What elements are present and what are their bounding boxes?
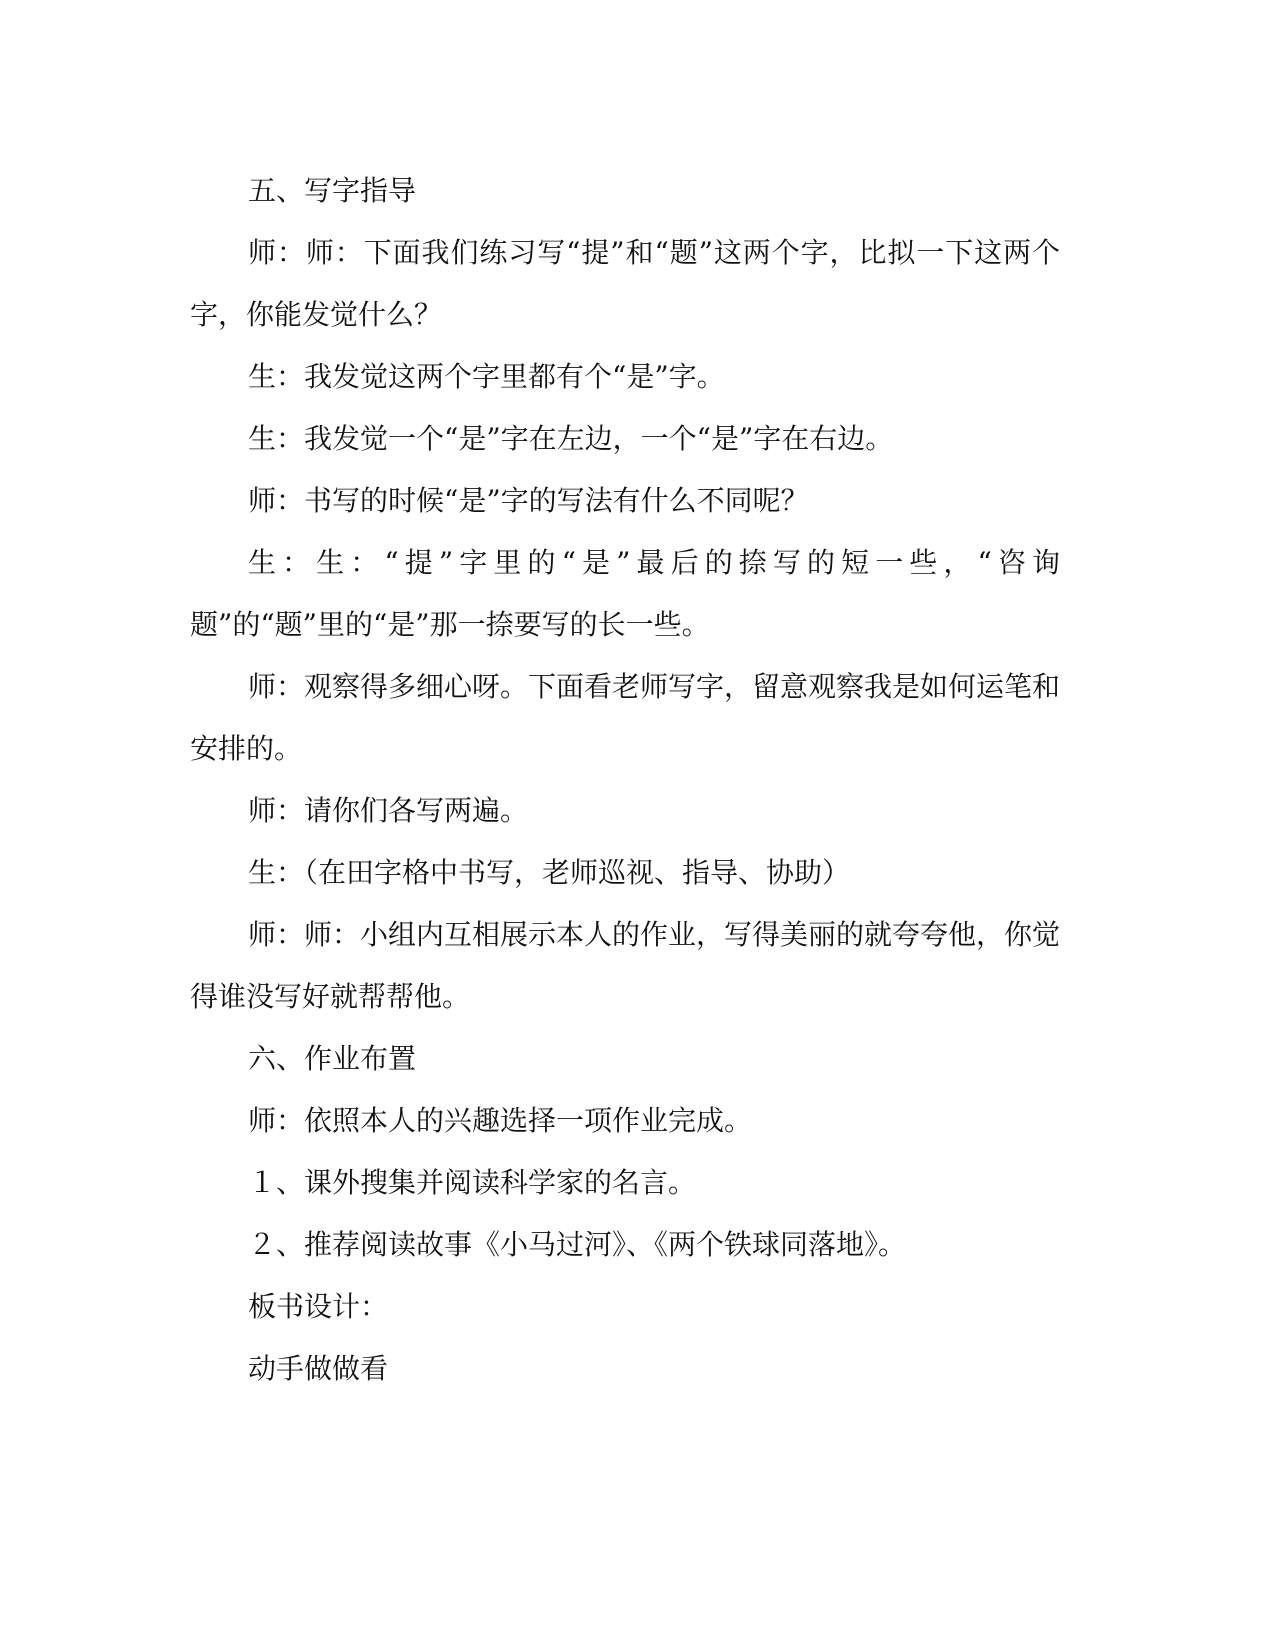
homework-item-1: １、课外搜集并阅读科学家的名言。 [248,1166,697,1199]
dialogue-paragraph: 师：请你们各写两遍。 [248,794,529,827]
board-design-title: 动手做做看 [248,1352,389,1385]
dialogue-paragraph: 生：生：“提”字里的“是”最后的捺写的短一些，“咨询题”的“题”里的“是”那一捺要写的长一些。 [190,546,1060,641]
homework-item-2: ２、推荐阅读故事《小马过河》、《两个铁球同落地》。 [248,1228,907,1261]
section-heading-homework: 六、作业布置 [248,1042,417,1075]
board-design-label: 板书设计： [248,1290,389,1323]
dialogue-paragraph: 师：师：下面我们练习写“提”和“题”这两个字，比拟一下这两个字，你能发觉什么？ [190,236,1060,331]
dialogue-paragraph: 生：（在田字格中书写，老师巡视、指导、协助） [248,856,851,889]
section-heading-writing-guidance: 五、写字指导 [248,174,417,207]
document-body [190,160,1060,1400]
dialogue-paragraph: 师：书写的时候“是”字的写法有什么不同呢？ [248,484,809,517]
dialogue-paragraph: 师：观察得多细心呀。下面看老师写字，留意观察我是如何运笔和安排的。 [190,670,1061,765]
dialogue-paragraph: 师：师：小组内互相展示本人的作业，写得美丽的就夸夸他，你觉得谁没写好就帮帮他。 [190,918,1061,1013]
dialogue-paragraph: 生：我发觉这两个字里都有个“是”字。 [248,360,725,393]
dialogue-paragraph: 生：我发觉一个“是”字在左边，一个“是”字在右边。 [248,422,894,455]
dialogue-paragraph: 师：依照本人的兴趣选择一项作业完成。 [248,1104,753,1137]
